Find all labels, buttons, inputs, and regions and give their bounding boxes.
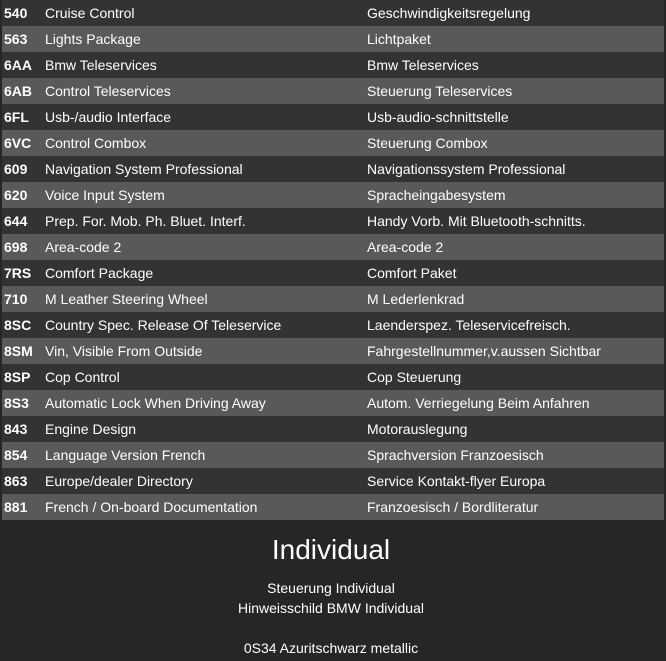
option-name-de: Lichtpaket — [367, 31, 431, 47]
option-name-en: Language Version French — [45, 447, 206, 463]
option-code: 6FL — [4, 109, 29, 125]
option-name-de: Franzoesisch / Bordliteratur — [367, 499, 539, 515]
table-row — [2, 338, 664, 364]
table-row — [2, 52, 664, 78]
table-row — [2, 130, 664, 156]
option-code: 843 — [4, 421, 28, 437]
option-code: 8SC — [4, 317, 32, 333]
option-name-de: Navigationssystem Professional — [367, 161, 566, 177]
table-row — [2, 312, 664, 338]
individual-line-1: Steuerung Individual — [267, 580, 395, 596]
option-name-de: Sprachversion Franzoesisch — [367, 447, 544, 463]
option-name-de: Laenderspez. Teleservicefreisch. — [367, 317, 571, 333]
option-name-de: Steuerung Teleservices — [367, 83, 513, 99]
option-code: 8S3 — [4, 395, 29, 411]
option-code: 854 — [4, 447, 28, 463]
option-name-en: Engine Design — [45, 421, 137, 437]
option-name-de: Geschwindigkeitsregelung — [367, 5, 531, 21]
option-name-en: Lights Package — [45, 31, 141, 47]
option-name-de: Autom. Verriegelung Beim Anfahren — [367, 395, 590, 411]
option-name-en: Automatic Lock When Driving Away — [45, 395, 266, 411]
option-name-en: M Leather Steering Wheel — [45, 291, 208, 307]
individual-spacer — [0, 618, 662, 638]
option-name-en: French / On-board Documentation — [45, 499, 258, 515]
table-row — [2, 442, 664, 468]
option-name-de: Motorauslegung — [367, 421, 468, 437]
table-row — [2, 260, 664, 286]
individual-section — [0, 520, 662, 658]
option-name-de: Comfort Paket — [367, 265, 457, 281]
option-name-en: Comfort Package — [45, 265, 154, 281]
individual-line-2: Hinweisschild BMW Individual — [238, 600, 424, 616]
table-row — [2, 416, 664, 442]
table-row — [2, 104, 664, 130]
options-table-body — [2, 0, 664, 520]
option-name-en: Cop Control — [45, 369, 120, 385]
table-row — [2, 494, 664, 520]
option-code: 644 — [4, 213, 28, 229]
table-row — [2, 156, 664, 182]
option-code: 620 — [4, 187, 28, 203]
table-row — [2, 0, 664, 26]
option-name-en: Control Teleservices — [45, 83, 171, 99]
option-code: 881 — [4, 499, 28, 515]
table-row — [2, 390, 664, 416]
option-code: 863 — [4, 473, 28, 489]
option-code: 6AA — [4, 57, 33, 73]
option-name-de: Area-code 2 — [367, 239, 444, 255]
option-name-en: Navigation System Professional — [45, 161, 243, 177]
option-name-en: Control Combox — [45, 135, 147, 151]
table-row — [2, 286, 664, 312]
option-code: 698 — [4, 239, 28, 255]
option-name-de: Fahrgestellnummer,v.aussen Sichtbar — [367, 343, 601, 359]
option-name-en: Voice Input System — [45, 187, 165, 203]
table-row — [2, 208, 664, 234]
options-table — [2, 0, 664, 520]
table-row — [2, 234, 664, 260]
option-name-en: Country Spec. Release Of Teleservice — [45, 317, 282, 333]
option-name-en: Usb-/audio Interface — [45, 109, 172, 125]
individual-line-3: 0S34 Azuritschwarz metallic — [243, 640, 419, 656]
table-row — [2, 364, 664, 390]
option-code: 540 — [4, 5, 28, 21]
option-name-de: Handy Vorb. Mit Bluetooth-schnitts. — [367, 213, 586, 229]
option-name-de: M Lederlenkrad — [367, 291, 465, 307]
option-code: 563 — [4, 31, 28, 47]
option-name-de: Usb-audio-schnittstelle — [367, 109, 509, 125]
option-name-en: Bmw Teleservices — [45, 57, 157, 73]
table-row — [2, 78, 664, 104]
individual-heading: Individual — [271, 534, 391, 565]
option-code: 710 — [4, 291, 28, 307]
option-name-en: Area-code 2 — [45, 239, 122, 255]
option-code: 8SM — [4, 343, 33, 359]
option-name-de: Service Kontakt-flyer Europa — [367, 473, 546, 489]
option-name-de: Steuerung Combox — [367, 135, 488, 151]
option-name-en: Cruise Control — [45, 5, 135, 21]
option-name-en: Vin, Visible From Outside — [45, 343, 203, 359]
option-name-de: Cop Steuerung — [367, 369, 462, 385]
option-name-en: Prep. For. Mob. Ph. Bluet. Interf. — [45, 213, 246, 229]
table-row — [2, 26, 664, 52]
table-row — [2, 468, 664, 494]
option-code: 7RS — [4, 265, 32, 281]
option-name-de: Bmw Teleservices — [367, 57, 479, 73]
option-code: 6AB — [4, 83, 33, 99]
option-name-en: Europe/dealer Directory — [45, 473, 193, 489]
option-code: 6VC — [4, 135, 32, 151]
option-code: 8SP — [4, 369, 31, 385]
option-code: 609 — [4, 161, 28, 177]
table-row — [2, 182, 664, 208]
option-name-de: Spracheingabesystem — [367, 187, 506, 203]
